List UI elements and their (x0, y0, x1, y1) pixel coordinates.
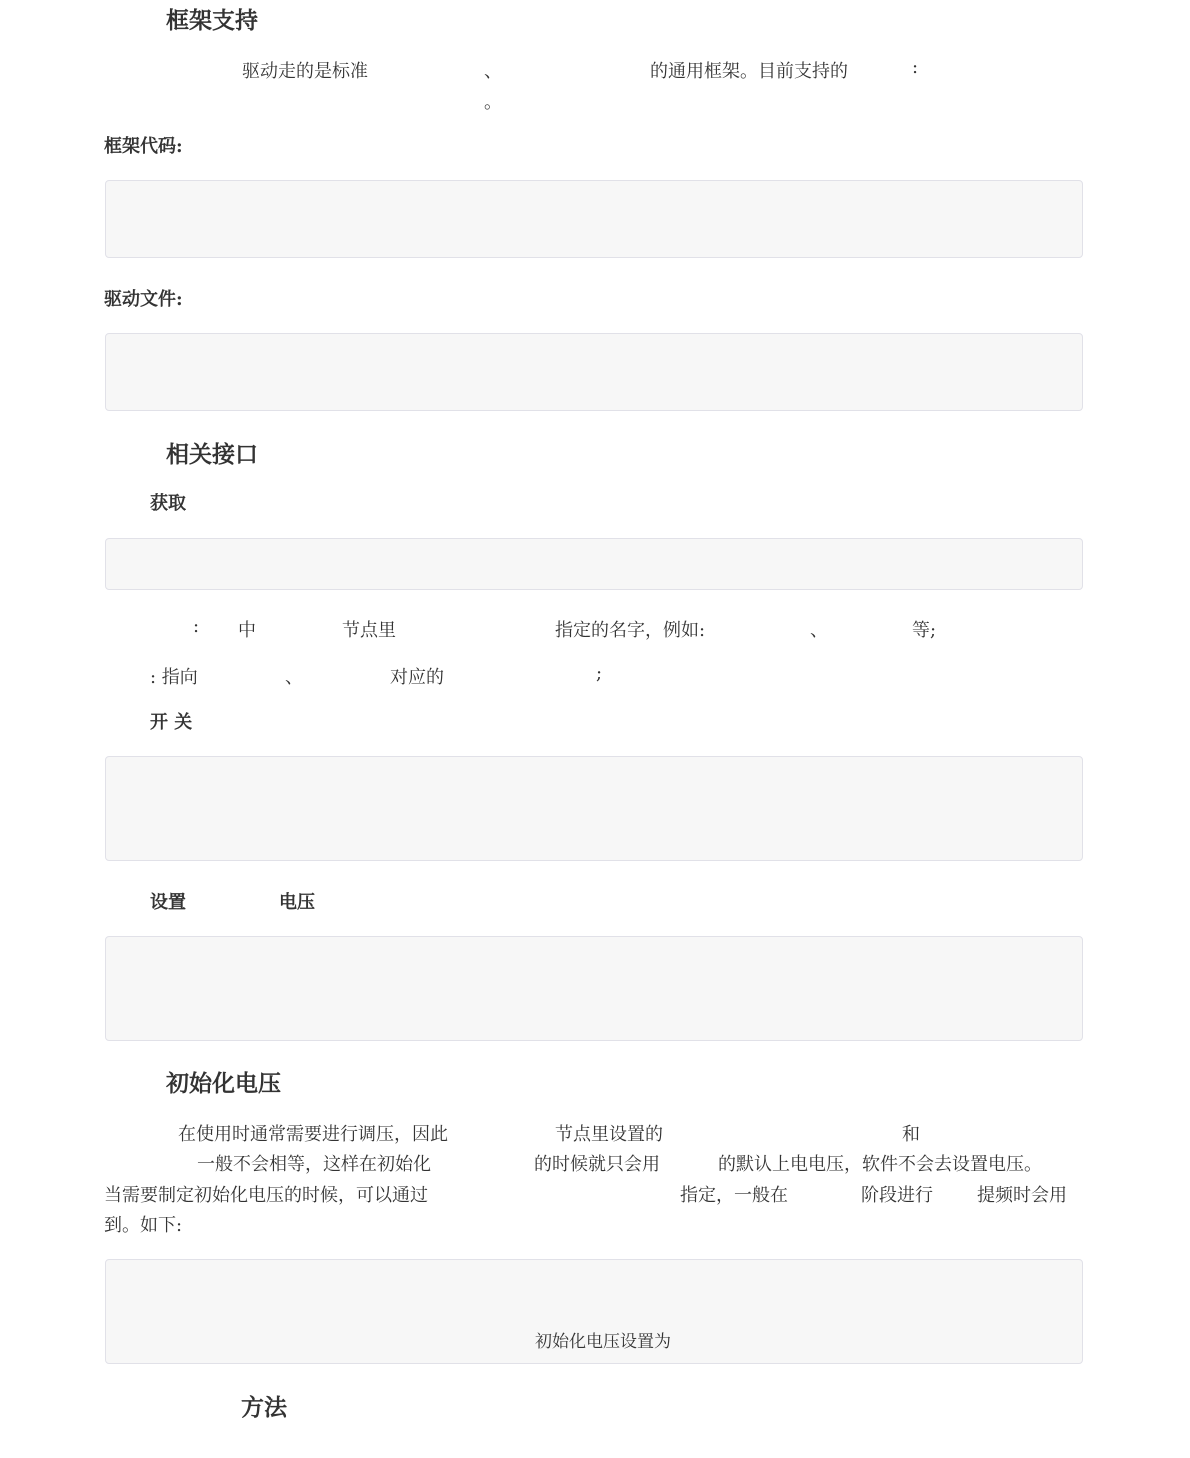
init-para-l1a: 在使用时通常需要进行调压，因此 (178, 1124, 448, 1145)
subsection-title-switch: 开 关 (150, 712, 193, 733)
section-title-api: 相关接口 (166, 441, 258, 468)
section-title-framework: 框架支持 (166, 7, 258, 34)
framework-code-block (105, 180, 1083, 258)
init-para-l4: 到。如下: (104, 1215, 183, 1236)
framework-text-5: 。 (484, 92, 502, 113)
get-code-block (105, 538, 1083, 590)
driver-file-code-block (105, 333, 1083, 411)
init-para-l2c: 的默认上电电压，软件不会去设置电压。 (718, 1154, 1042, 1175)
param1-text-1: : (193, 616, 200, 637)
subsection-title-set: 设置 (150, 892, 186, 913)
framework-text-1: 驱动走的是标准 (242, 61, 368, 82)
param1-text-4: 指定的名字，例如: (555, 620, 706, 641)
param1-text-2: 中 (238, 620, 256, 641)
init-para-l2a: 一般不会相等，这样在初始化 (197, 1154, 431, 1175)
param1-text-3: 节点里 (342, 620, 396, 641)
param2-text-4: ; (596, 663, 603, 684)
param1-text-5: 、 (810, 620, 828, 641)
subsection-title-set-voltage: 电压 (279, 892, 315, 913)
init-para-l3c: 阶段进行 (861, 1185, 933, 1206)
param2-text-3: 对应的 (390, 667, 444, 688)
init-voltage-code-comment: 初始化电压设置为 (535, 1332, 671, 1352)
set-voltage-code-block (105, 936, 1083, 1041)
framework-code-label: 框架代码: (104, 136, 183, 157)
init-para-l2b: 的时候就只会用 (534, 1154, 660, 1175)
subsection-title-get: 获取 (150, 493, 186, 514)
init-para-l3a: 当需要制定初始化电压的时候，可以通过 (104, 1185, 428, 1206)
init-para-l3d: 提频时会用 (977, 1185, 1067, 1206)
init-para-l1b: 节点里设置的 (555, 1124, 663, 1145)
param2-text-2: 、 (285, 667, 303, 688)
param2-text-1: : 指向 (150, 667, 198, 688)
section-title-init-voltage: 初始化电压 (166, 1070, 281, 1097)
driver-file-label: 驱动文件: (104, 289, 183, 310)
init-para-l1c: 和 (902, 1124, 920, 1145)
section-title-method: 方法 (241, 1394, 287, 1421)
init-para-l3b: 指定，一般在 (680, 1185, 788, 1206)
init-voltage-code-block (105, 1259, 1083, 1364)
framework-text-3: 的通用框架。目前支持的 (650, 61, 848, 82)
framework-text-2: 、 (484, 61, 502, 82)
framework-text-4: : (912, 57, 919, 78)
param1-text-6: 等; (912, 620, 937, 641)
switch-code-block (105, 756, 1083, 861)
